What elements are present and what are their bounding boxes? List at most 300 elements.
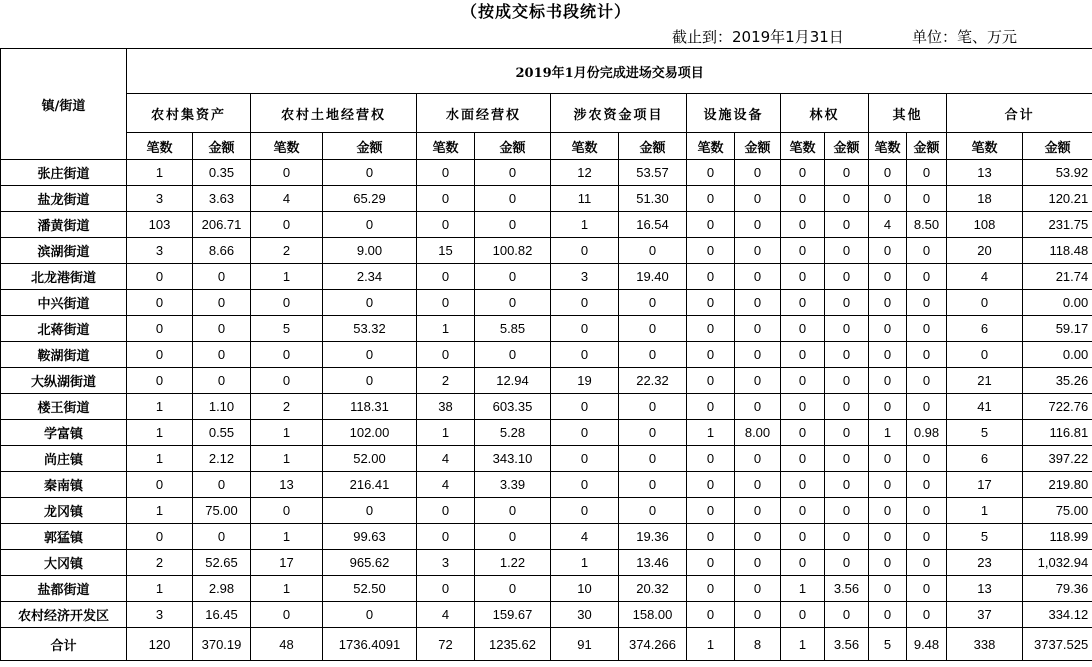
count-cell: 0	[869, 576, 907, 602]
count-cell: 0	[417, 264, 475, 290]
count-cell: 0	[869, 342, 907, 368]
amount-cell: 52.00	[323, 446, 417, 472]
amount-cell: 0	[193, 472, 251, 498]
amount-cell: 0	[907, 160, 947, 186]
amount-cell: 13.46	[619, 550, 687, 576]
amount-cell: 0	[323, 602, 417, 628]
town-name: 滨湖街道	[1, 238, 127, 264]
amount-cell: 5.28	[475, 420, 551, 446]
amount-cell: 22.32	[619, 368, 687, 394]
amount-cell: 2.98	[193, 576, 251, 602]
table-title: 2019年1月份完成进场交易项目	[127, 49, 1092, 94]
amount-cell: 0	[825, 290, 869, 316]
amount-cell: 0	[907, 238, 947, 264]
count-cell: 0	[781, 550, 825, 576]
amount-cell: 231.75	[1023, 212, 1092, 238]
count-cell: 1	[551, 550, 619, 576]
amount-cell: 0	[193, 368, 251, 394]
amount-cell: 0	[619, 394, 687, 420]
total-row	[1, 628, 1092, 661]
amount-cell: 0	[193, 316, 251, 342]
count-cell: 120	[127, 628, 193, 661]
count-cell: 0	[781, 368, 825, 394]
amount-cell: 0	[619, 472, 687, 498]
amount-cell: 3.63	[193, 186, 251, 212]
count-subheader: 笔数	[551, 133, 619, 160]
count-cell: 0	[551, 420, 619, 446]
amount-cell: 120.21	[1023, 186, 1092, 212]
count-cell: 1	[417, 420, 475, 446]
category-header: 农村集资产	[127, 94, 251, 133]
count-cell: 0	[127, 524, 193, 550]
count-cell: 0	[251, 498, 323, 524]
amount-cell: 603.35	[475, 394, 551, 420]
count-cell: 1	[127, 394, 193, 420]
count-cell: 4	[551, 524, 619, 550]
category-header: 涉农资金项目	[551, 94, 687, 133]
amount-cell: 9.48	[907, 628, 947, 661]
amount-cell: 52.65	[193, 550, 251, 576]
amount-cell: 0	[735, 576, 781, 602]
count-cell: 1	[251, 576, 323, 602]
count-cell: 30	[551, 602, 619, 628]
amount-cell: 0	[825, 394, 869, 420]
count-cell: 4	[869, 212, 907, 238]
count-cell: 0	[781, 394, 825, 420]
amount-cell: 343.10	[475, 446, 551, 472]
count-cell: 4	[417, 446, 475, 472]
amount-cell: 0	[825, 368, 869, 394]
count-cell: 1	[127, 420, 193, 446]
amount-cell: 75.00	[1023, 498, 1092, 524]
count-cell: 0	[869, 264, 907, 290]
count-cell: 0	[869, 290, 907, 316]
amount-cell: 53.92	[1023, 160, 1092, 186]
count-cell: 0	[687, 316, 735, 342]
count-cell: 0	[417, 524, 475, 550]
amount-cell: 1736.4091	[323, 628, 417, 661]
count-cell: 1	[127, 576, 193, 602]
amount-cell: 0	[907, 264, 947, 290]
amount-cell: 0.00	[1023, 290, 1092, 316]
count-cell: 17	[251, 550, 323, 576]
count-cell: 21	[947, 368, 1023, 394]
amount-cell: 0	[323, 498, 417, 524]
amount-cell: 0	[907, 498, 947, 524]
count-cell: 0	[869, 446, 907, 472]
town-name: 尚庄镇	[1, 446, 127, 472]
table-row	[1, 316, 1092, 342]
amount-cell: 8.66	[193, 238, 251, 264]
amount-cell: 75.00	[193, 498, 251, 524]
unit-label: 单位：笔、万元	[912, 28, 1018, 46]
table-row	[1, 550, 1092, 576]
count-cell: 0	[869, 472, 907, 498]
amount-cell: 0	[907, 290, 947, 316]
count-cell: 0	[687, 342, 735, 368]
count-cell: 20	[947, 238, 1023, 264]
count-cell: 1	[781, 628, 825, 661]
total-label: 合计	[1, 628, 127, 661]
amount-cell: 3.56	[825, 576, 869, 602]
count-cell: 48	[251, 628, 323, 661]
count-cell: 0	[687, 186, 735, 212]
count-cell: 17	[947, 472, 1023, 498]
count-cell: 0	[781, 446, 825, 472]
count-cell: 1	[417, 316, 475, 342]
count-cell: 4	[947, 264, 1023, 290]
amount-cell: 0	[735, 264, 781, 290]
amount-cell: 79.36	[1023, 576, 1092, 602]
amount-cell: 0	[475, 264, 551, 290]
amount-cell: 0	[907, 446, 947, 472]
count-subheader: 笔数	[417, 133, 475, 160]
cutoff-date: 截止到：2019年1月31日	[672, 28, 844, 46]
count-subheader: 笔数	[251, 133, 323, 160]
amount-cell: 965.62	[323, 550, 417, 576]
count-cell: 12	[551, 160, 619, 186]
amount-cell: 0	[825, 420, 869, 446]
count-cell: 1	[687, 628, 735, 661]
table-row	[1, 576, 1092, 602]
amount-cell: 0	[825, 342, 869, 368]
amount-cell: 0	[825, 238, 869, 264]
amount-cell: 0	[735, 524, 781, 550]
count-cell: 0	[869, 394, 907, 420]
count-cell: 2	[127, 550, 193, 576]
amount-cell: 216.41	[323, 472, 417, 498]
count-cell: 0	[869, 316, 907, 342]
amount-cell: 8	[735, 628, 781, 661]
count-cell: 0	[687, 368, 735, 394]
amount-cell: 0	[907, 394, 947, 420]
count-cell: 37	[947, 602, 1023, 628]
amount-cell: 370.19	[193, 628, 251, 661]
count-cell: 0	[869, 498, 907, 524]
town-name: 中兴街道	[1, 290, 127, 316]
table-row	[1, 342, 1092, 368]
amount-subheader: 金额	[735, 133, 781, 160]
count-cell: 0	[417, 342, 475, 368]
count-cell: 3	[127, 602, 193, 628]
count-cell: 0	[551, 342, 619, 368]
amount-cell: 12.94	[475, 368, 551, 394]
count-cell: 0	[251, 212, 323, 238]
category-header: 农村土地经营权	[251, 94, 417, 133]
town-name: 龙冈镇	[1, 498, 127, 524]
count-cell: 0	[687, 524, 735, 550]
amount-cell: 0	[907, 316, 947, 342]
count-cell: 0	[551, 316, 619, 342]
amount-cell: 0	[475, 498, 551, 524]
count-cell: 0	[781, 524, 825, 550]
report-subtitle: （按成交标书段统计）	[460, 2, 631, 21]
amount-cell: 118.48	[1023, 238, 1092, 264]
amount-cell: 1,032.94	[1023, 550, 1092, 576]
count-cell: 0	[251, 290, 323, 316]
count-cell: 5	[251, 316, 323, 342]
amount-cell: 0	[735, 498, 781, 524]
amount-cell: 0	[735, 212, 781, 238]
amount-cell: 8.50	[907, 212, 947, 238]
amount-cell: 0	[907, 524, 947, 550]
count-cell: 0	[417, 498, 475, 524]
count-cell: 5	[947, 420, 1023, 446]
amount-cell: 2.12	[193, 446, 251, 472]
count-cell: 0	[781, 160, 825, 186]
amount-cell: 16.54	[619, 212, 687, 238]
table-row	[1, 394, 1092, 420]
amount-cell: 158.00	[619, 602, 687, 628]
table-row	[1, 160, 1092, 186]
count-cell: 91	[551, 628, 619, 661]
count-cell: 2	[251, 238, 323, 264]
amount-cell: 21.74	[1023, 264, 1092, 290]
count-cell: 1	[251, 420, 323, 446]
amount-cell: 59.17	[1023, 316, 1092, 342]
count-cell: 1	[947, 498, 1023, 524]
amount-cell: 374.266	[619, 628, 687, 661]
town-name: 潘黄街道	[1, 212, 127, 238]
amount-cell: 0	[825, 602, 869, 628]
count-cell: 1	[551, 212, 619, 238]
count-cell: 0	[687, 446, 735, 472]
count-cell: 0	[127, 264, 193, 290]
count-cell: 41	[947, 394, 1023, 420]
count-cell: 0	[781, 472, 825, 498]
town-name: 郭猛镇	[1, 524, 127, 550]
count-cell: 13	[251, 472, 323, 498]
amount-subheader: 金额	[825, 133, 869, 160]
amount-cell: 0.35	[193, 160, 251, 186]
amount-cell: 3737.525	[1023, 628, 1092, 661]
count-cell: 0	[687, 550, 735, 576]
town-name: 农村经济开发区	[1, 602, 127, 628]
amount-cell: 0	[619, 446, 687, 472]
amount-subheader: 金额	[619, 133, 687, 160]
amount-cell: 0	[825, 212, 869, 238]
count-cell: 0	[687, 472, 735, 498]
count-cell: 3	[551, 264, 619, 290]
count-cell: 3	[127, 186, 193, 212]
category-header: 设施设备	[687, 94, 781, 133]
amount-cell: 1.10	[193, 394, 251, 420]
town-name: 北蒋街道	[1, 316, 127, 342]
town-name: 大冈镇	[1, 550, 127, 576]
amount-cell: 0	[907, 602, 947, 628]
count-subheader: 笔数	[687, 133, 735, 160]
amount-cell: 0	[193, 524, 251, 550]
amount-cell: 0	[907, 472, 947, 498]
count-cell: 0	[781, 342, 825, 368]
count-cell: 4	[417, 472, 475, 498]
category-header: 水面经营权	[417, 94, 551, 133]
town-name: 秦南镇	[1, 472, 127, 498]
amount-cell: 100.82	[475, 238, 551, 264]
amount-cell: 0	[825, 524, 869, 550]
table-row	[1, 602, 1092, 628]
count-cell: 38	[417, 394, 475, 420]
table-row	[1, 368, 1092, 394]
table-row	[1, 238, 1092, 264]
amount-cell: 0	[735, 160, 781, 186]
count-cell: 1	[127, 446, 193, 472]
count-cell: 0	[251, 368, 323, 394]
count-cell: 72	[417, 628, 475, 661]
amount-cell: 0	[735, 316, 781, 342]
count-cell: 13	[947, 160, 1023, 186]
count-cell: 0	[781, 290, 825, 316]
table-row	[1, 446, 1092, 472]
table-row	[1, 472, 1092, 498]
count-subheader: 笔数	[947, 133, 1023, 160]
count-cell: 0	[687, 238, 735, 264]
count-cell: 1	[127, 160, 193, 186]
amount-cell: 0	[193, 290, 251, 316]
amount-cell: 19.36	[619, 524, 687, 550]
count-cell: 0	[551, 472, 619, 498]
count-cell: 1	[869, 420, 907, 446]
amount-cell: 0	[619, 238, 687, 264]
amount-cell: 0	[619, 420, 687, 446]
count-cell: 1	[687, 420, 735, 446]
count-cell: 11	[551, 186, 619, 212]
amount-cell: 0	[475, 290, 551, 316]
amount-cell: 0	[907, 186, 947, 212]
amount-cell: 0	[475, 524, 551, 550]
count-cell: 0	[251, 342, 323, 368]
amount-cell: 3.56	[825, 628, 869, 661]
amount-cell: 0	[735, 290, 781, 316]
count-cell: 2	[417, 368, 475, 394]
amount-cell: 1235.62	[475, 628, 551, 661]
count-cell: 19	[551, 368, 619, 394]
amount-subheader: 金额	[193, 133, 251, 160]
table-row	[1, 290, 1092, 316]
amount-cell: 0	[735, 472, 781, 498]
count-subheader: 笔数	[127, 133, 193, 160]
count-cell: 0	[947, 342, 1023, 368]
count-cell: 108	[947, 212, 1023, 238]
amount-cell: 0	[619, 316, 687, 342]
amount-cell: 102.00	[323, 420, 417, 446]
town-name: 张庄街道	[1, 160, 127, 186]
count-cell: 0	[551, 290, 619, 316]
count-cell: 1	[251, 446, 323, 472]
count-cell: 0	[869, 368, 907, 394]
amount-cell: 0	[735, 238, 781, 264]
count-subheader: 笔数	[869, 133, 907, 160]
town-name: 大纵湖街道	[1, 368, 127, 394]
amount-cell: 0	[735, 550, 781, 576]
count-cell: 0	[127, 342, 193, 368]
amount-cell: 0	[323, 368, 417, 394]
amount-cell: 35.26	[1023, 368, 1092, 394]
amount-cell: 5.85	[475, 316, 551, 342]
amount-cell: 0	[825, 186, 869, 212]
amount-cell: 0	[619, 290, 687, 316]
amount-cell: 0	[825, 316, 869, 342]
count-cell: 0	[869, 160, 907, 186]
town-name: 盐龙街道	[1, 186, 127, 212]
count-cell: 0	[127, 472, 193, 498]
amount-cell: 206.71	[193, 212, 251, 238]
count-cell: 4	[251, 186, 323, 212]
amount-cell: 16.45	[193, 602, 251, 628]
count-cell: 0	[551, 446, 619, 472]
category-header: 其他	[869, 94, 947, 133]
count-cell: 2	[251, 394, 323, 420]
town-name: 盐都街道	[1, 576, 127, 602]
town-name: 楼王街道	[1, 394, 127, 420]
amount-cell: 0	[735, 602, 781, 628]
count-cell: 0	[781, 420, 825, 446]
count-cell: 23	[947, 550, 1023, 576]
count-cell: 338	[947, 628, 1023, 661]
count-cell: 0	[687, 160, 735, 186]
amount-cell: 159.67	[475, 602, 551, 628]
count-cell: 0	[127, 290, 193, 316]
category-header: 林权	[781, 94, 869, 133]
count-cell: 3	[417, 550, 475, 576]
amount-cell: 0	[825, 446, 869, 472]
amount-cell: 0.98	[907, 420, 947, 446]
amount-cell: 722.76	[1023, 394, 1092, 420]
count-cell: 0	[551, 394, 619, 420]
count-cell: 0	[251, 160, 323, 186]
count-cell: 18	[947, 186, 1023, 212]
town-name: 学富镇	[1, 420, 127, 446]
amount-cell: 99.63	[323, 524, 417, 550]
count-cell: 0	[869, 186, 907, 212]
amount-cell: 8.00	[735, 420, 781, 446]
count-cell: 0	[417, 212, 475, 238]
count-cell: 15	[417, 238, 475, 264]
amount-cell: 0	[735, 342, 781, 368]
amount-cell: 2.34	[323, 264, 417, 290]
amount-cell: 9.00	[323, 238, 417, 264]
amount-cell: 0	[825, 498, 869, 524]
transaction-table	[0, 48, 1092, 661]
amount-cell: 118.31	[323, 394, 417, 420]
town-name: 鞍湖街道	[1, 342, 127, 368]
count-cell: 4	[417, 602, 475, 628]
count-cell: 3	[127, 238, 193, 264]
count-cell: 0	[781, 212, 825, 238]
count-subheader: 笔数	[781, 133, 825, 160]
count-cell: 0	[551, 498, 619, 524]
count-cell: 0	[551, 238, 619, 264]
count-cell: 0	[869, 550, 907, 576]
amount-cell: 0	[735, 446, 781, 472]
count-cell: 0	[687, 498, 735, 524]
count-cell: 0	[869, 602, 907, 628]
count-cell: 10	[551, 576, 619, 602]
amount-cell: 0	[619, 498, 687, 524]
corner-header: 镇/街道	[1, 49, 127, 160]
count-cell: 0	[781, 264, 825, 290]
count-cell: 6	[947, 316, 1023, 342]
amount-cell: 0.55	[193, 420, 251, 446]
table-row	[1, 186, 1092, 212]
amount-cell: 0	[475, 212, 551, 238]
count-cell: 0	[781, 602, 825, 628]
amount-cell: 0	[825, 550, 869, 576]
amount-cell: 20.32	[619, 576, 687, 602]
amount-cell: 0	[475, 342, 551, 368]
amount-cell: 0	[475, 186, 551, 212]
amount-cell: 52.50	[323, 576, 417, 602]
